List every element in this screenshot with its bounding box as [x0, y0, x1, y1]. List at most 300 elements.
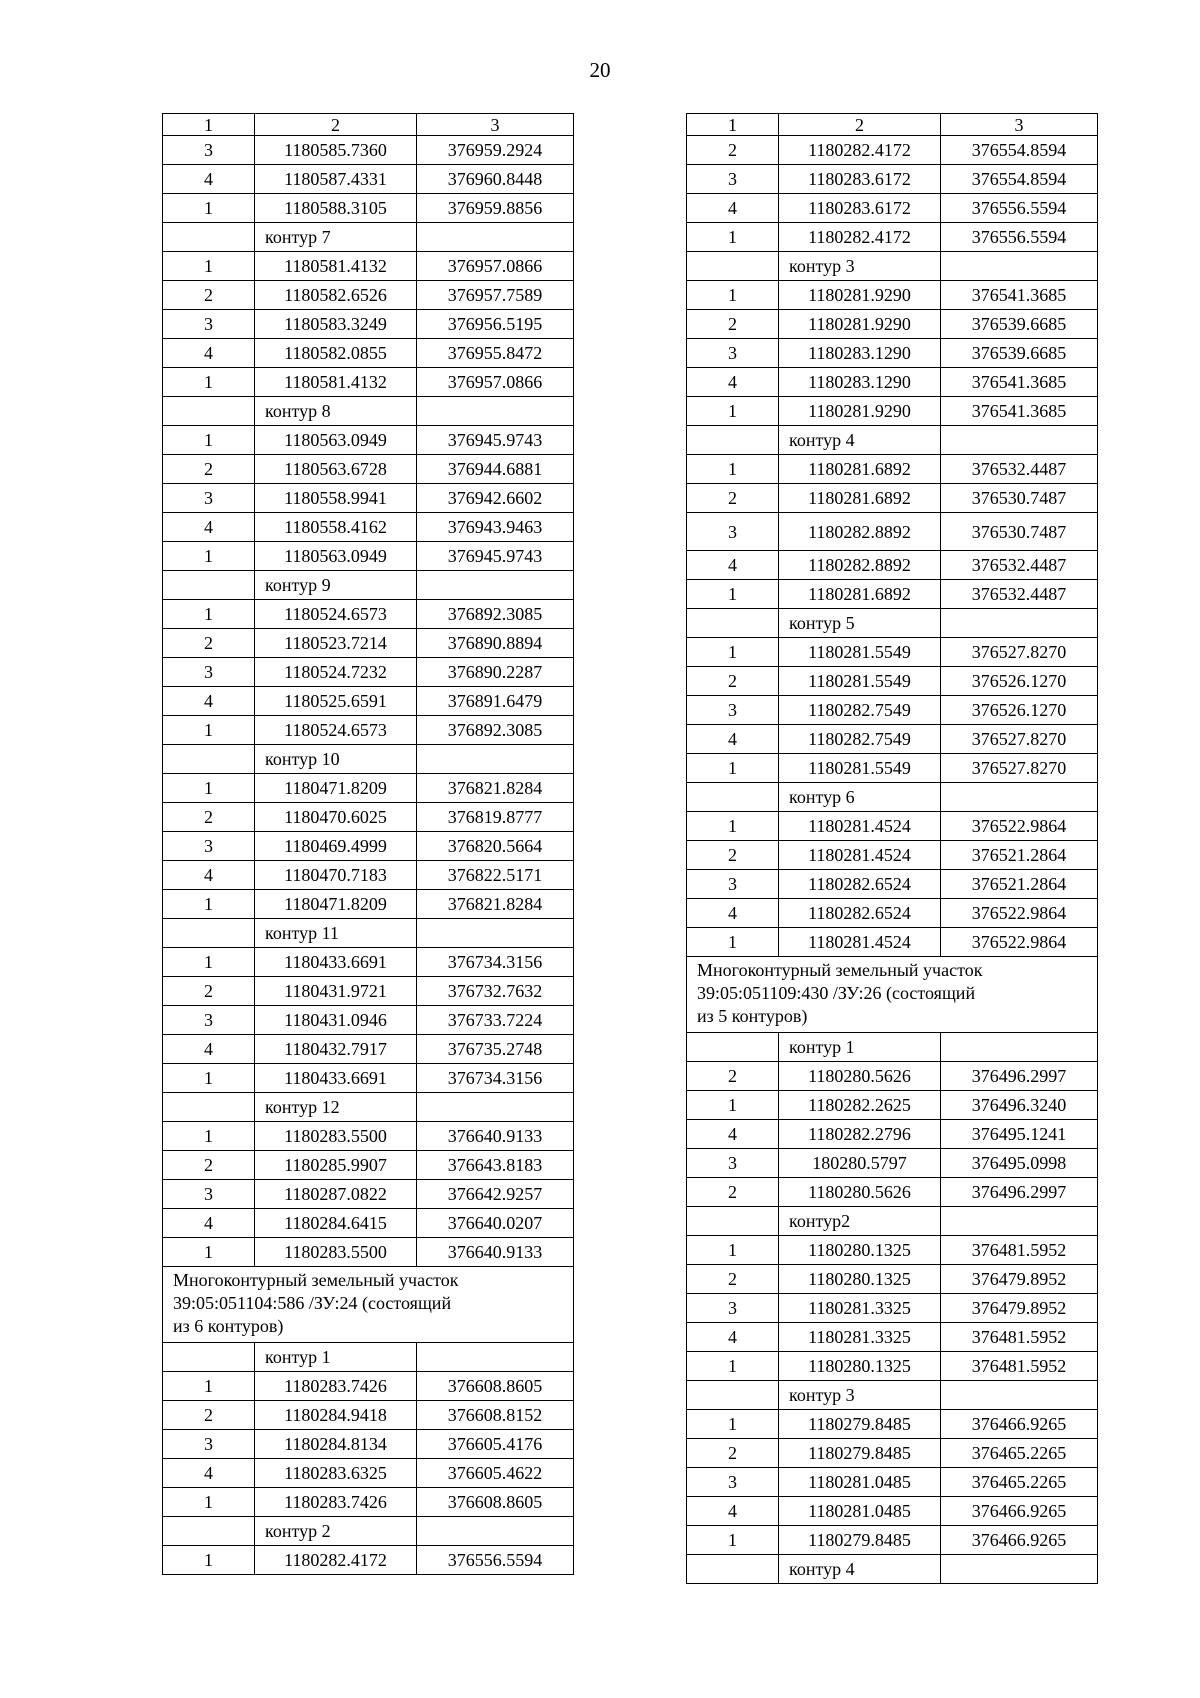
point-number: 3	[687, 339, 779, 368]
table-row	[687, 1468, 1098, 1497]
y-coordinate: 376960.8448	[417, 165, 574, 194]
table-row	[163, 1401, 574, 1430]
table-row	[163, 310, 574, 339]
y-coordinate: 376733.7224	[417, 1006, 574, 1035]
point-number: 1	[687, 638, 779, 667]
contour-empty-cell	[417, 919, 574, 948]
x-coordinate: 1180281.4524	[779, 812, 941, 841]
point-number: 3	[687, 513, 779, 551]
y-coordinate: 376608.8605	[417, 1488, 574, 1517]
y-coordinate: 376556.5594	[941, 223, 1098, 252]
x-coordinate: 1180279.8485	[779, 1526, 941, 1555]
contour-label: контур 4	[779, 1555, 941, 1584]
x-coordinate: 1180279.8485	[779, 1439, 941, 1468]
y-coordinate: 376957.0866	[417, 252, 574, 281]
x-coordinate: 1180282.4172	[255, 1546, 417, 1575]
contour-number-cell	[163, 745, 255, 774]
table-row	[163, 977, 574, 1006]
column-header-2: 2	[255, 114, 417, 136]
page-number: 20	[589, 58, 611, 82]
x-coordinate: 1180280.5626	[779, 1062, 941, 1091]
contour-label: контур 3	[779, 1381, 941, 1410]
point-number: 3	[163, 136, 255, 165]
table-row	[687, 1294, 1098, 1323]
x-coordinate: 1180281.9290	[779, 310, 941, 339]
table-row	[163, 861, 574, 890]
contour-label: контур 6	[779, 783, 941, 812]
point-number: 1	[163, 1122, 255, 1151]
x-coordinate: 1180563.0949	[255, 542, 417, 571]
x-coordinate: 1180282.2625	[779, 1091, 941, 1120]
table-row	[163, 165, 574, 194]
contour-label: контур 8	[255, 397, 417, 426]
table-row	[163, 194, 574, 223]
contour-label: контур 3	[779, 252, 941, 281]
point-number: 3	[163, 484, 255, 513]
y-coordinate: 376957.7589	[417, 281, 574, 310]
parcel-title	[163, 1267, 574, 1343]
point-number: 4	[163, 1035, 255, 1064]
point-number: 3	[163, 832, 255, 861]
point-number: 2	[687, 136, 779, 165]
x-coordinate: 1180281.9290	[779, 281, 941, 310]
x-coordinate: 1180283.7426	[255, 1372, 417, 1401]
contour-number-cell	[163, 1517, 255, 1546]
point-number: 3	[163, 310, 255, 339]
table-row	[163, 1488, 574, 1517]
table-row	[163, 1430, 574, 1459]
y-coordinate: 376892.3085	[417, 600, 574, 629]
point-number: 1	[163, 252, 255, 281]
contour-number-cell	[687, 783, 779, 812]
y-coordinate: 376891.6479	[417, 687, 574, 716]
y-coordinate: 376735.2748	[417, 1035, 574, 1064]
point-number: 1	[687, 1091, 779, 1120]
contour-row	[687, 1033, 1098, 1062]
parcel-title-line: из 6 контуров)	[173, 1316, 284, 1336]
coordinates-table-right	[686, 113, 1098, 1584]
x-coordinate: 1180280.5626	[779, 1178, 941, 1207]
y-coordinate: 376957.0866	[417, 368, 574, 397]
point-number: 2	[687, 1178, 779, 1207]
contour-row	[687, 783, 1098, 812]
x-coordinate: 180280.5797	[779, 1149, 941, 1178]
table-row	[687, 1062, 1098, 1091]
y-coordinate: 376608.8152	[417, 1401, 574, 1430]
y-coordinate: 376640.9133	[417, 1122, 574, 1151]
x-coordinate: 1180582.6526	[255, 281, 417, 310]
contour-number-cell	[687, 426, 779, 455]
x-coordinate: 1180470.6025	[255, 803, 417, 832]
point-number: 1	[687, 1236, 779, 1265]
point-number: 2	[687, 841, 779, 870]
x-coordinate: 1180588.3105	[255, 194, 417, 223]
contour-row	[163, 571, 574, 600]
contour-empty-cell	[941, 1381, 1098, 1410]
contour-number-cell	[687, 252, 779, 281]
contour-empty-cell	[417, 1093, 574, 1122]
x-coordinate: 1180287.0822	[255, 1180, 417, 1209]
point-number: 2	[687, 1062, 779, 1091]
contour-number-cell	[163, 397, 255, 426]
point-number: 1	[687, 812, 779, 841]
x-coordinate: 1180469.4999	[255, 832, 417, 861]
point-number: 1	[163, 1546, 255, 1575]
contour-row	[687, 426, 1098, 455]
y-coordinate: 376955.8472	[417, 339, 574, 368]
point-number: 1	[687, 455, 779, 484]
point-number: 2	[163, 1401, 255, 1430]
y-coordinate: 376495.0998	[941, 1149, 1098, 1178]
parcel-row	[687, 957, 1098, 1033]
table-row	[687, 580, 1098, 609]
y-coordinate: 376481.5952	[941, 1236, 1098, 1265]
point-number: 4	[163, 339, 255, 368]
table-row	[687, 1265, 1098, 1294]
y-coordinate: 376821.8284	[417, 890, 574, 919]
point-number: 1	[687, 223, 779, 252]
y-coordinate: 376643.8183	[417, 1151, 574, 1180]
column-header-1: 1	[163, 114, 255, 136]
table-row	[687, 1526, 1098, 1555]
y-coordinate: 376532.4487	[941, 455, 1098, 484]
table-row	[163, 484, 574, 513]
y-coordinate: 376541.3685	[941, 281, 1098, 310]
point-number: 1	[163, 600, 255, 629]
table-row	[687, 136, 1098, 165]
table-row	[163, 1122, 574, 1151]
x-coordinate: 1180471.8209	[255, 774, 417, 803]
parcel-title-line: Многоконтурный земельный участок	[173, 1270, 459, 1290]
table-row	[687, 1439, 1098, 1468]
y-coordinate: 376541.3685	[941, 397, 1098, 426]
contour-row	[163, 1093, 574, 1122]
x-coordinate: 1180282.6524	[779, 870, 941, 899]
point-number: 2	[687, 484, 779, 513]
contour-number-cell	[687, 1381, 779, 1410]
y-coordinate: 376530.7487	[941, 513, 1098, 551]
table-row	[163, 281, 574, 310]
contour-row	[687, 1381, 1098, 1410]
point-number: 1	[163, 1488, 255, 1517]
point-number: 3	[687, 165, 779, 194]
table-row	[687, 281, 1098, 310]
contour-empty-cell	[417, 745, 574, 774]
point-number: 1	[163, 426, 255, 455]
point-number: 2	[687, 667, 779, 696]
y-coordinate: 376466.9265	[941, 1526, 1098, 1555]
contour-empty-cell	[941, 426, 1098, 455]
table-row	[687, 397, 1098, 426]
x-coordinate: 1180524.6573	[255, 600, 417, 629]
y-coordinate: 376526.1270	[941, 667, 1098, 696]
contour-label: контур 12	[255, 1093, 417, 1122]
contour-row	[163, 1517, 574, 1546]
column-header-3: 3	[417, 114, 574, 136]
y-coordinate: 376522.9864	[941, 812, 1098, 841]
table-row	[163, 1546, 574, 1575]
table-row	[687, 165, 1098, 194]
table-row	[163, 542, 574, 571]
x-coordinate: 1180582.0855	[255, 339, 417, 368]
y-coordinate: 376526.1270	[941, 696, 1098, 725]
contour-empty-cell	[941, 252, 1098, 281]
y-coordinate: 376605.4176	[417, 1430, 574, 1459]
contour-empty-cell	[941, 1033, 1098, 1062]
contour-empty-cell	[941, 1555, 1098, 1584]
table-row	[687, 1323, 1098, 1352]
y-coordinate: 376556.5594	[941, 194, 1098, 223]
y-coordinate: 376481.5952	[941, 1323, 1098, 1352]
y-coordinate: 376822.5171	[417, 861, 574, 890]
contour-label: контур 1	[779, 1033, 941, 1062]
table-row	[687, 870, 1098, 899]
contour-label: контур 5	[779, 609, 941, 638]
contour-number-cell	[163, 571, 255, 600]
contour-row	[163, 745, 574, 774]
x-coordinate: 1180431.0946	[255, 1006, 417, 1035]
contour-row	[163, 1343, 574, 1372]
table-row	[687, 1120, 1098, 1149]
table-row	[687, 667, 1098, 696]
point-number: 1	[163, 1372, 255, 1401]
table-row	[163, 803, 574, 832]
x-coordinate: 1180281.3325	[779, 1323, 941, 1352]
x-coordinate: 1180281.5549	[779, 667, 941, 696]
table-row	[687, 1149, 1098, 1178]
x-coordinate: 1180283.6172	[779, 194, 941, 223]
x-coordinate: 1180525.6591	[255, 687, 417, 716]
point-number: 2	[163, 977, 255, 1006]
point-number: 4	[687, 725, 779, 754]
y-coordinate: 376945.9743	[417, 426, 574, 455]
point-number: 4	[163, 861, 255, 890]
y-coordinate: 376556.5594	[417, 1546, 574, 1575]
x-coordinate: 1180283.7426	[255, 1488, 417, 1517]
y-coordinate: 376532.4487	[941, 551, 1098, 580]
table-row	[687, 484, 1098, 513]
x-coordinate: 1180282.4172	[779, 136, 941, 165]
table-row	[163, 368, 574, 397]
y-coordinate: 376944.6881	[417, 455, 574, 484]
x-coordinate: 1180432.7917	[255, 1035, 417, 1064]
contour-empty-cell	[417, 397, 574, 426]
x-coordinate: 1180581.4132	[255, 252, 417, 281]
y-coordinate: 376819.8777	[417, 803, 574, 832]
parcel-title-line: 39:05:051109:430 /ЗУ:26 (состоящий	[697, 983, 976, 1003]
point-number: 1	[163, 948, 255, 977]
parcel-title	[687, 957, 1098, 1033]
parcel-title-line: Многоконтурный земельный участок	[697, 960, 983, 980]
y-coordinate: 376495.1241	[941, 1120, 1098, 1149]
table-row	[687, 194, 1098, 223]
y-coordinate: 376527.8270	[941, 725, 1098, 754]
table-row	[163, 1180, 574, 1209]
table-row	[687, 928, 1098, 957]
table-row	[163, 1209, 574, 1238]
x-coordinate: 1180281.4524	[779, 841, 941, 870]
table-row	[163, 1035, 574, 1064]
y-coordinate: 376732.7632	[417, 977, 574, 1006]
table-row	[687, 310, 1098, 339]
y-coordinate: 376496.2997	[941, 1178, 1098, 1207]
point-number: 2	[163, 629, 255, 658]
y-coordinate: 376890.2287	[417, 658, 574, 687]
table-row	[163, 513, 574, 542]
contour-number-cell	[687, 1555, 779, 1584]
y-coordinate: 376942.6602	[417, 484, 574, 513]
point-number: 1	[163, 774, 255, 803]
table-row	[163, 339, 574, 368]
point-number: 1	[163, 368, 255, 397]
point-number: 3	[687, 1294, 779, 1323]
x-coordinate: 1180282.8892	[779, 513, 941, 551]
y-coordinate: 376521.2864	[941, 841, 1098, 870]
y-coordinate: 376956.5195	[417, 310, 574, 339]
contour-empty-cell	[941, 783, 1098, 812]
y-coordinate: 376734.3156	[417, 1064, 574, 1093]
table-row	[163, 1372, 574, 1401]
y-coordinate: 376640.9133	[417, 1238, 574, 1267]
point-number: 1	[163, 716, 255, 745]
x-coordinate: 1180281.3325	[779, 1294, 941, 1323]
point-number: 3	[687, 696, 779, 725]
table-row	[687, 841, 1098, 870]
contour-label: контур 10	[255, 745, 417, 774]
y-coordinate: 376959.8856	[417, 194, 574, 223]
table-row	[163, 832, 574, 861]
x-coordinate: 1180280.1325	[779, 1352, 941, 1381]
point-number: 3	[163, 1430, 255, 1459]
table-row	[163, 1064, 574, 1093]
y-coordinate: 376465.2265	[941, 1468, 1098, 1497]
contour-empty-cell	[417, 1343, 574, 1372]
point-number: 4	[163, 1459, 255, 1488]
table-header-row	[687, 114, 1098, 136]
x-coordinate: 1180583.3249	[255, 310, 417, 339]
x-coordinate: 1180563.0949	[255, 426, 417, 455]
contour-label: контур 11	[255, 919, 417, 948]
table-row	[687, 223, 1098, 252]
x-coordinate: 1180283.1290	[779, 339, 941, 368]
point-number: 3	[687, 870, 779, 899]
table-row	[687, 696, 1098, 725]
contour-label: контур 7	[255, 223, 417, 252]
x-coordinate: 1180283.1290	[779, 368, 941, 397]
point-number: 1	[687, 397, 779, 426]
table-header-row	[163, 114, 574, 136]
contour-label: контур 9	[255, 571, 417, 600]
x-coordinate: 1180282.6524	[779, 899, 941, 928]
x-coordinate: 1180282.4172	[779, 223, 941, 252]
contour-label: контур 4	[779, 426, 941, 455]
x-coordinate: 1180281.5549	[779, 754, 941, 783]
y-coordinate: 376821.8284	[417, 774, 574, 803]
x-coordinate: 1180282.7549	[779, 696, 941, 725]
contour-row	[687, 609, 1098, 638]
point-number: 1	[687, 1352, 779, 1381]
x-coordinate: 1180280.1325	[779, 1236, 941, 1265]
x-coordinate: 1180283.6325	[255, 1459, 417, 1488]
y-coordinate: 376642.9257	[417, 1180, 574, 1209]
point-number: 4	[163, 687, 255, 716]
table-row	[687, 754, 1098, 783]
point-number: 4	[687, 899, 779, 928]
contour-row	[163, 397, 574, 426]
contour-number-cell	[687, 609, 779, 638]
table-row	[687, 1236, 1098, 1265]
table-row	[163, 948, 574, 977]
table-row	[687, 455, 1098, 484]
point-number: 2	[163, 281, 255, 310]
y-coordinate: 376522.9864	[941, 899, 1098, 928]
point-number: 3	[687, 1468, 779, 1497]
x-coordinate: 1180558.4162	[255, 513, 417, 542]
y-coordinate: 376890.8894	[417, 629, 574, 658]
table-row	[687, 1497, 1098, 1526]
x-coordinate: 1180281.6892	[779, 580, 941, 609]
y-coordinate: 376496.2997	[941, 1062, 1098, 1091]
point-number: 4	[687, 1323, 779, 1352]
x-coordinate: 1180282.2796	[779, 1120, 941, 1149]
table-row	[163, 687, 574, 716]
y-coordinate: 376530.7487	[941, 484, 1098, 513]
contour-row	[687, 1207, 1098, 1236]
y-coordinate: 376945.9743	[417, 542, 574, 571]
contour-empty-cell	[941, 609, 1098, 638]
x-coordinate: 1180284.6415	[255, 1209, 417, 1238]
point-number: 3	[163, 658, 255, 687]
table-row	[163, 629, 574, 658]
parcel-title-line: 39:05:051104:586 /ЗУ:24 (состоящий	[173, 1293, 452, 1313]
table-row	[163, 1151, 574, 1180]
point-number: 2	[687, 310, 779, 339]
point-number: 4	[163, 1209, 255, 1238]
y-coordinate: 376465.2265	[941, 1439, 1098, 1468]
x-coordinate: 1180281.0485	[779, 1468, 941, 1497]
x-coordinate: 1180284.9418	[255, 1401, 417, 1430]
column-header-3: 3	[941, 114, 1098, 136]
x-coordinate: 1180581.4132	[255, 368, 417, 397]
point-number: 3	[163, 1180, 255, 1209]
table-row	[163, 658, 574, 687]
table-row	[687, 899, 1098, 928]
table-row	[163, 716, 574, 745]
table-row	[163, 136, 574, 165]
table-row	[687, 513, 1098, 551]
contour-label: контур 2	[255, 1517, 417, 1546]
x-coordinate: 1180558.9941	[255, 484, 417, 513]
contour-number-cell	[163, 1093, 255, 1122]
y-coordinate: 376532.4487	[941, 580, 1098, 609]
x-coordinate: 1180281.6892	[779, 484, 941, 513]
contour-row	[163, 223, 574, 252]
y-coordinate: 376522.9864	[941, 928, 1098, 957]
table-row	[687, 1091, 1098, 1120]
point-number: 2	[163, 455, 255, 484]
x-coordinate: 1180282.8892	[779, 551, 941, 580]
x-coordinate: 1180524.7232	[255, 658, 417, 687]
y-coordinate: 376734.3156	[417, 948, 574, 977]
table-row	[163, 1006, 574, 1035]
y-coordinate: 376608.8605	[417, 1372, 574, 1401]
contour-label: контур 1	[255, 1343, 417, 1372]
contour-number-cell	[687, 1033, 779, 1062]
y-coordinate: 376479.8952	[941, 1294, 1098, 1323]
table-row	[163, 252, 574, 281]
column-header-1: 1	[687, 114, 779, 136]
y-coordinate: 376481.5952	[941, 1352, 1098, 1381]
